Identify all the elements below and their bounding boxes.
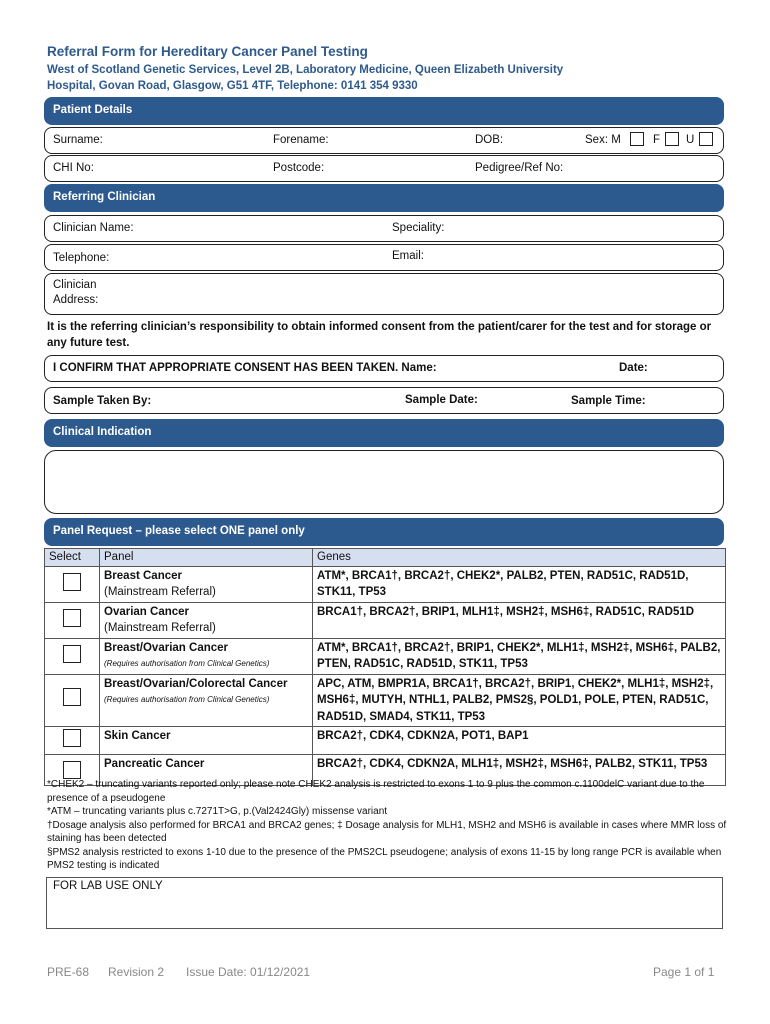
panel-row-breast-ovarian bbox=[45, 638, 726, 674]
panel-note: (Requires authorisation from Clinical Genetics) bbox=[104, 659, 270, 668]
panel-subtitle: (Mainstream Referral) bbox=[104, 622, 216, 634]
sex-label: Sex: M bbox=[585, 134, 621, 146]
forename-label: Forename: bbox=[273, 134, 329, 146]
panel-table bbox=[44, 548, 726, 786]
pedigree-label: Pedigree/Ref No: bbox=[475, 162, 564, 174]
panel-genes: APC, ATM, BMPR1A, BRCA1†, BRCA2†, BRIP1, CHEK2*, MLH1‡, MSH2‡, MSH6‡, MUTYH, NTHL1, PALB2, PMS2§, POLD1, POLE, PTEN, RAD51C, RAD51D, SMAD4, STK11, TP53 bbox=[313, 674, 726, 727]
skin-cancer-checkbox[interactable] bbox=[63, 729, 81, 747]
clinician-name-label: Clinician Name: bbox=[53, 222, 134, 234]
panel-request-heading: Panel Request – please select ONE panel only bbox=[44, 518, 724, 546]
sex-u-label: U bbox=[686, 134, 695, 146]
chi-label: CHI No: bbox=[53, 162, 94, 174]
form-title: Referral Form for Hereditary Cancer Panel Testing bbox=[47, 44, 368, 59]
footnotes bbox=[47, 778, 737, 873]
surname-label: Surname: bbox=[53, 134, 103, 146]
page-number: Page 1 of 1 bbox=[653, 965, 715, 979]
postcode-label: Postcode: bbox=[273, 162, 325, 174]
consent-note: It is the referring clinician’s responsibility to obtain informed consent from the patient/carer for the test and for storage or any future test. bbox=[47, 321, 712, 349]
panel-genes: BRCA2†, CDK4, CDKN2A, MLH1‡, MSH2‡, MSH6‡, PALB2, STK11, TP53 bbox=[313, 754, 726, 786]
address-label-1: Clinician bbox=[53, 279, 97, 291]
revision: Revision 2 bbox=[108, 965, 165, 979]
address-label-2: Address: bbox=[53, 294, 99, 306]
panel-name: Breast/Ovarian/Colorectal Cancer bbox=[104, 677, 288, 690]
panel-genes: ATM*, BRCA1†, BRCA2†, CHEK2*, PALB2, PTEN, RAD51C, RAD51D, STK11, TP53 bbox=[313, 566, 726, 602]
panel-name: Breast/Ovarian Cancer bbox=[104, 641, 229, 654]
telephone-label: Telephone: bbox=[53, 252, 110, 264]
referring-clinician-heading: Referring Clinician bbox=[44, 184, 724, 212]
sex-f-label: F bbox=[653, 134, 661, 146]
address-line-2: Hospital, Govan Road, Glasgow, G51 4TF, Telephone: 0141 354 9330 bbox=[47, 80, 418, 92]
clinical-indication-heading: Clinical Indication bbox=[44, 419, 724, 447]
breast-cancer-checkbox[interactable] bbox=[63, 573, 81, 591]
panel-note: (Requires authorisation from Clinical Genetics) bbox=[104, 695, 270, 704]
clinician-row-1 bbox=[44, 215, 724, 242]
lab-use-label: FOR LAB USE ONLY bbox=[53, 880, 163, 892]
issue-date: Issue Date: 01/12/2021 bbox=[186, 965, 311, 979]
footnote-pms2: §PMS2 analysis restricted to exons 1-10 due to the presence of the PMS2CL pseudogene; analysis of exons 11-15 by long range PCR is available when PMS2 testing is indicated bbox=[47, 846, 722, 871]
sex-m-checkbox[interactable] bbox=[630, 132, 644, 146]
clinician-row-2 bbox=[44, 244, 724, 271]
dob-label: DOB: bbox=[475, 134, 504, 146]
consent-date-label: Date: bbox=[619, 362, 648, 374]
panel-name: Skin Cancer bbox=[104, 730, 171, 742]
consent-confirm-label: I CONFIRM THAT APPROPRIATE CONSENT HAS BEEN TAKEN. Name: bbox=[53, 362, 437, 374]
panel-subtitle: (Mainstream Referral) bbox=[104, 586, 216, 598]
breast-ovarian-colorectal-cancer-checkbox[interactable] bbox=[63, 688, 81, 706]
patient-details-heading: Patient Details bbox=[44, 97, 724, 125]
sample-box bbox=[44, 387, 724, 414]
panel-row-ovarian bbox=[45, 602, 726, 638]
sex-u-checkbox[interactable] bbox=[699, 132, 713, 146]
patient-row-2 bbox=[44, 155, 724, 182]
panel-name: Ovarian Cancer bbox=[104, 605, 190, 618]
panel-genes: ATM*, BRCA1†, BRCA2†, BRIP1, CHEK2*, MLH1‡, MSH2‡, MSH6‡, PALB2, PTEN, RAD51C, RAD51D, STK11, TP53 bbox=[313, 638, 726, 674]
email-label: Email: bbox=[392, 250, 424, 262]
consent-confirm-box bbox=[44, 355, 724, 382]
panel-row-breast bbox=[45, 566, 726, 602]
col-select-header: Select bbox=[45, 549, 100, 567]
panel-genes: BRCA1†, BRCA2†, BRIP1, MLH1‡, MSH2‡, MSH6‡, RAD51C, RAD51D bbox=[313, 602, 726, 638]
ovarian-cancer-checkbox[interactable] bbox=[63, 609, 81, 627]
patient-row-1 bbox=[44, 127, 724, 154]
panel-name: Pancreatic Cancer bbox=[104, 757, 205, 770]
sample-date-label: Sample Date: bbox=[405, 394, 478, 406]
clinical-indication-field[interactable] bbox=[44, 450, 724, 514]
form-code: PRE-68 bbox=[47, 965, 90, 979]
sex-f-checkbox[interactable] bbox=[665, 132, 679, 146]
speciality-label: Speciality: bbox=[392, 222, 445, 234]
lab-use-box bbox=[46, 877, 723, 929]
clinician-address-box bbox=[44, 273, 724, 315]
col-panel-header: Panel bbox=[100, 549, 313, 567]
footnote-chek2: *CHEK2 – truncating variants reported only; please note CHEK2 analysis is restricted to exons 1 to 9 plus the common c.1100delC variant due to the presence of a pseudogene bbox=[47, 779, 705, 804]
footnote-dosage: †Dosage analysis also performed for BRCA1 and BRCA2 genes; ‡ Dosage analysis for MLH1, MSH2 and MSH6 is available in cases where MMR loss of staining has been detected bbox=[47, 819, 727, 844]
panel-row-skin bbox=[45, 727, 726, 755]
sample-time-label: Sample Time: bbox=[571, 395, 646, 407]
col-genes-header: Genes bbox=[313, 549, 726, 567]
panel-genes: BRCA2†, CDK4, CDKN2A, POT1, BAP1 bbox=[313, 727, 726, 755]
panel-name: Breast Cancer bbox=[104, 569, 182, 582]
pancreatic-cancer-checkbox[interactable] bbox=[63, 761, 81, 779]
sample-taken-by-label: Sample Taken By: bbox=[53, 395, 152, 407]
footnote-atm: *ATM – truncating variants plus c.7271T>G, p.(Val2424Gly) missense variant bbox=[47, 806, 388, 817]
breast-ovarian-cancer-checkbox[interactable] bbox=[63, 645, 81, 663]
panel-table-header bbox=[45, 549, 726, 567]
address-line-1: West of Scotland Genetic Services, Level 2B, Laboratory Medicine, Queen Elizabeth University bbox=[47, 64, 564, 76]
panel-row-breast-ovarian-colorectal bbox=[45, 674, 726, 727]
